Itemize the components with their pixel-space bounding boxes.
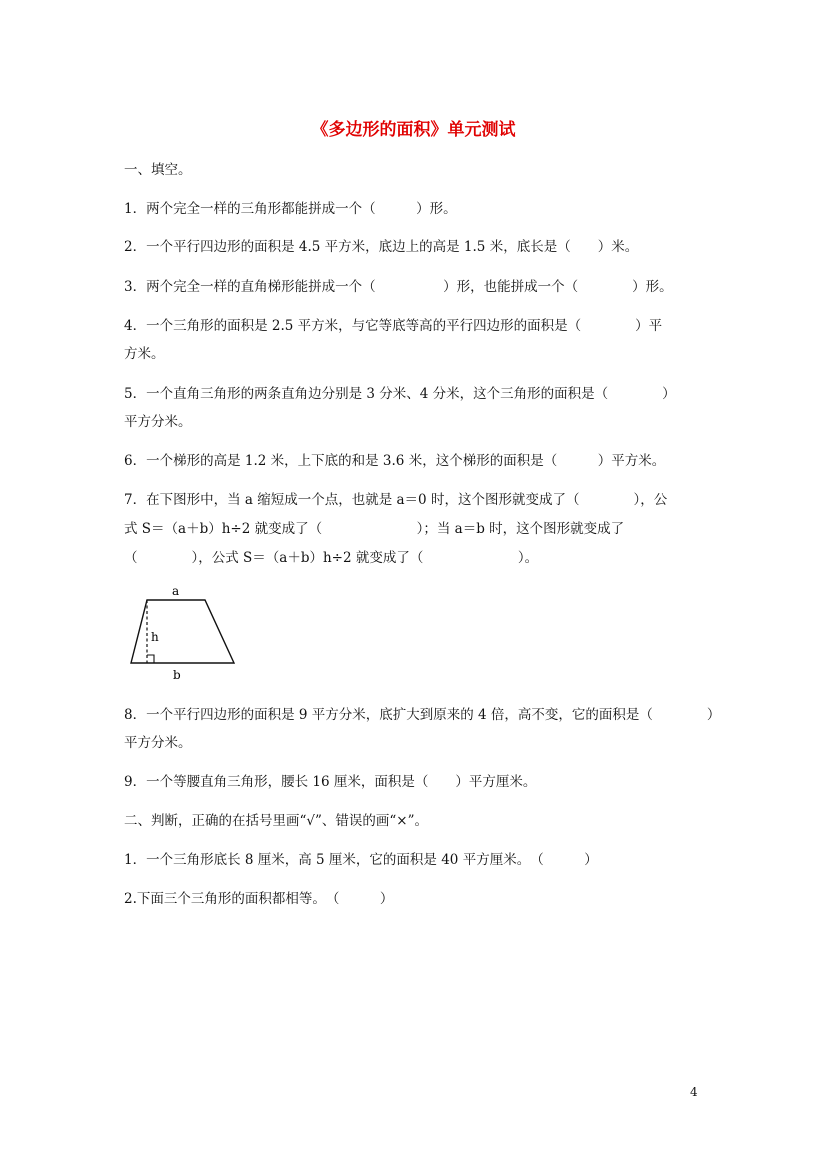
page-number: 4	[690, 1085, 698, 1099]
question-4-line-2: 方米。	[124, 346, 165, 362]
question-5-line-2: 平方分米。	[124, 414, 192, 430]
trapezoid-shape	[131, 600, 234, 663]
label-a: a	[172, 584, 180, 598]
section-heading-fill-in: 一、填空。	[124, 162, 192, 178]
question-8-line-1: 8．一个平行四边形的面积是 9 平方分米，底扩大到原来的 4 倍，高不变，它的面积是（ ）	[124, 707, 721, 723]
question-4-line-1: 4．一个三角形的面积是 2.5 平方米，与它等底等高的平行四边形的面积是（ ）平	[124, 318, 663, 334]
label-b: b	[173, 668, 181, 682]
page-title: 《多边形的面积》单元测试	[311, 120, 516, 140]
section-heading-true-false: 二、判断，正确的在括号里画“√”、错误的画“×”。	[124, 813, 429, 829]
question-6: 6．一个梯形的高是 1.2 米，上下底的和是 3.6 米，这个梯形的面积是（ ）平方米。	[124, 453, 666, 469]
question-1: 1．两个完全一样的三角形都能拼成一个（ ）形。	[124, 201, 457, 217]
judge-question-2: 2.下面三个三角形的面积都相等。 （ ）	[124, 891, 394, 907]
trapezoid-figure	[128, 583, 238, 683]
question-9: 9．一个等腰直角三角形，腰长 16 厘米，面积是（ ）平方厘米。	[124, 774, 537, 790]
question-2: 2．一个平行四边形的面积是 4.5 平方米，底边上的高是 1.5 米，底长是（ ）米。	[124, 239, 639, 255]
judge-question-1: 1．一个三角形底长 8 厘米，高 5 厘米，它的面积是 40 平方厘米。 （ ）	[124, 852, 598, 868]
question-7-line-3: （ ），公式 S＝（a＋b）h÷2 就变成了（ ）。	[124, 550, 539, 566]
right-angle-marker	[147, 655, 154, 663]
question-7-line-1: 7．在下图形中，当 a 缩短成一个点，也就是 a＝0 时，这个图形就变成了（ ），公	[124, 492, 668, 508]
trapezoid-diagram	[128, 583, 238, 683]
label-h: h	[151, 630, 159, 644]
question-5-line-1: 5．一个直角三角形的两条直角边分别是 3 分米、4 分米，这个三角形的面积是（ ）	[124, 386, 676, 402]
question-8-line-2: 平方分米。	[124, 735, 192, 751]
question-3: 3．两个完全一样的直角梯形能拼成一个（ ）形，也能拼成一个（ ）形。	[124, 279, 673, 295]
question-7-line-2: 式 S＝（a＋b）h÷2 就变成了（ ）；当 a＝b 时，这个图形就变成了	[124, 521, 625, 537]
